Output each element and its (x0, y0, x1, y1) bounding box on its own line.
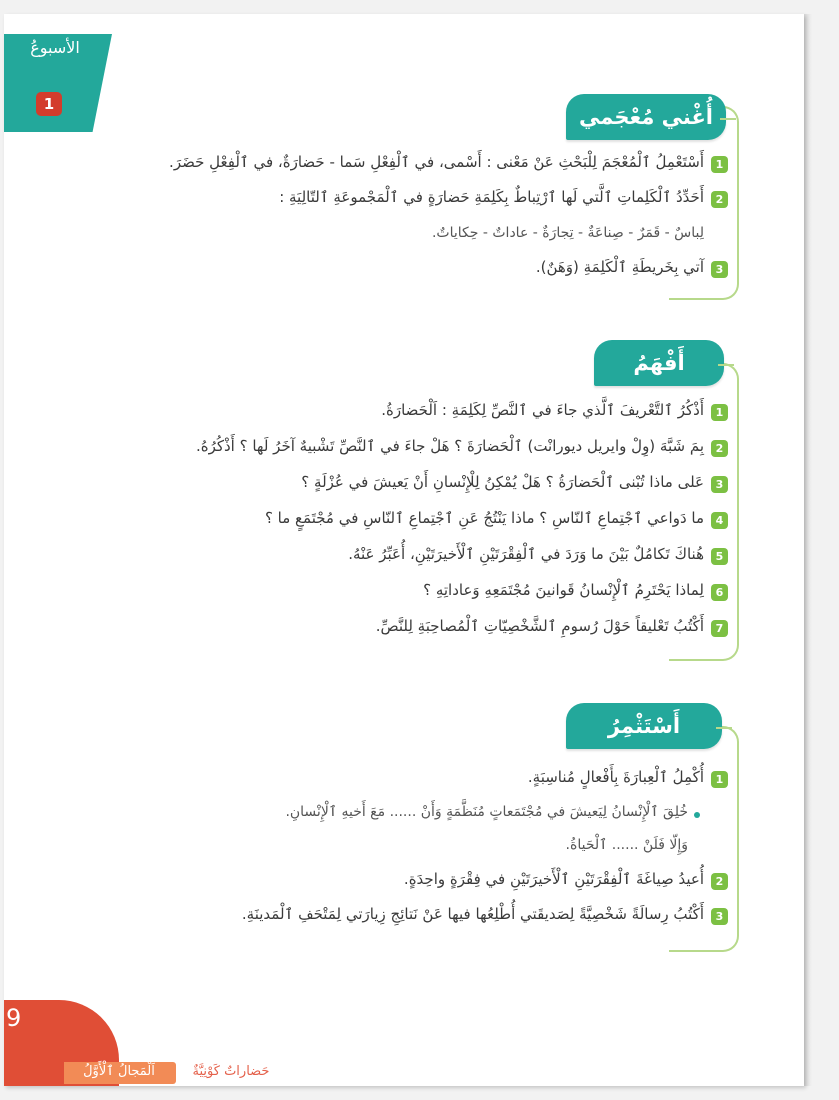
item-number: 5 (711, 548, 728, 565)
item-number: 1 (711, 404, 728, 421)
week-number-badge: 1 (36, 92, 62, 116)
item-number: 2 (711, 440, 728, 457)
textbook-page (4, 14, 804, 1086)
section-title-comprehension: أَفْهَمُ (594, 340, 724, 386)
item-number: 2 (711, 873, 728, 890)
comprehension-question: هُناكَ تَكامُلٌ بَيْنَ ما وَرَدَ في ٱلْفِقْرَتَيْنِ ٱلْأَخيرَتَيْنِ، أُعَبِّرُ عَنْهُ. (348, 545, 704, 563)
item-number: 1 (711, 771, 728, 788)
comprehension-question: ما دَواعي ٱجْتِماعِ ٱلنّاسِ ؟ ماذا يَنْتُجُ عَنِ ٱجْتِماعِ ٱلنّاسِ في مُجْتَمَعٍ ما ؟ (264, 509, 704, 527)
item-number: 3 (711, 476, 728, 493)
section-title-application: أَسْتَثْمِرُ (566, 703, 722, 749)
item-number: 3 (711, 908, 728, 925)
item-number: 3 (711, 261, 728, 278)
page-number: 9 (6, 1004, 22, 1032)
fill-in-sentence: وَإِلّا فَلَنْ ...... ٱلْحَياةُ. (565, 837, 688, 853)
vocabulary-item: آتي بِخَريطَةِ ٱلْكَلِمَةِ (وَهَنٌ). (535, 258, 704, 276)
page-edge-shadow (804, 14, 812, 1086)
bullet-dot (694, 812, 700, 818)
week-label: الأسبوعُ (30, 38, 80, 57)
domain-label: اَلْمَجالُ ٱلْأَوَّلُ (83, 1064, 155, 1079)
item-number: 6 (711, 584, 728, 601)
application-task: أَكْتُبُ رِسالَةً شَخْصِيَّةً لِصَديقَتي أُطْلِعُها فيها عَنْ نَتائِجِ زِيارَتي لِمَتْحَفِ ٱلْمَدينَةِ. (241, 905, 704, 923)
fill-in-sentence: خُلِقَ ٱلْإِنْسانُ لِيَعيشَ في مُجْتَمَعاتٍ مُنَظَّمَةٍ وَأَنْ ...... مَعَ أَخيهِ ٱلْإِنْسانِ. (285, 804, 688, 820)
section-title-vocabulary: أُغْني مُعْجَمي (566, 94, 726, 140)
comprehension-question: أَذْكُرُ ٱلتَّعْريفَ ٱلَّذي جاءَ في ٱلنَّصِّ لِكَلِمَةِ : اَلْحَضارَةُ. (381, 401, 704, 419)
word-list: لِباسٌ - قَمَرٌ - صِناعَةٌ - تِجارَةٌ - عاداتٌ - حِكاياتٌ. (431, 225, 704, 241)
item-number: 1 (711, 156, 728, 173)
domain-title: حَضاراتٌ كَوْنِيَّةٌ (192, 1064, 270, 1079)
vocabulary-item: أَسْتَعْمِلُ ٱلْمُعْجَمَ لِلْبَحْثِ عَنْ مَعْنى : أَسْمى، في ٱلْفِعْلِ سَما - حَضارَةٌ، في ٱلْفِعْلِ حَضَرَ. (169, 153, 704, 171)
item-number: 4 (711, 512, 728, 529)
item-number: 2 (711, 191, 728, 208)
application-task: أُعيدُ صِياغَةَ ٱلْفِقْرَتَيْنِ ٱلْأَخيرَتَيْنِ في فِقْرَةٍ واحِدَةٍ. (403, 870, 704, 888)
application-task: أُكْمِلُ ٱلْعِبارَةَ بِأَفْعالٍ مُناسِبَةٍ. (527, 768, 704, 786)
comprehension-question: عَلى ماذا تُبْنى ٱلْحَضارَةُ ؟ هَلْ يُمْكِنُ لِلْإِنْسانِ أَنْ يَعيشَ في عُزْلَةٍ ؟ (301, 473, 704, 491)
vocabulary-item: أَحَدِّدُ ٱلْكَلِماتِ ٱلَّتي لَها ٱرْتِباطٌ بِكَلِمَةِ حَضارَةٍ في ٱلْمَجْموعَةِ ٱلتّالِيَةِ : (279, 188, 704, 206)
comprehension-question: لِماذا يَحْتَرِمُ ٱلْإِنْسانُ قَوانينَ مُجْتَمَعِهِ وَعاداتِهِ ؟ (423, 581, 704, 599)
comprehension-question: بِمَ شَبَّهَ (وِلْ وايريل ديورانْت) ٱلْحَضارَةَ ؟ هَلْ جاءَ في ٱلنَّصِّ تَشْبيهٌ آخَرُ لَها ؟ أَذْكُرُهُ. (195, 437, 704, 455)
comprehension-question: أَكْتُبُ تَعْليقاً حَوْلَ رُسومِ ٱلشَّخْصِيّاتِ ٱلْمُصاحِبَةِ لِلنَّصِّ. (375, 617, 704, 635)
item-number: 7 (711, 620, 728, 637)
